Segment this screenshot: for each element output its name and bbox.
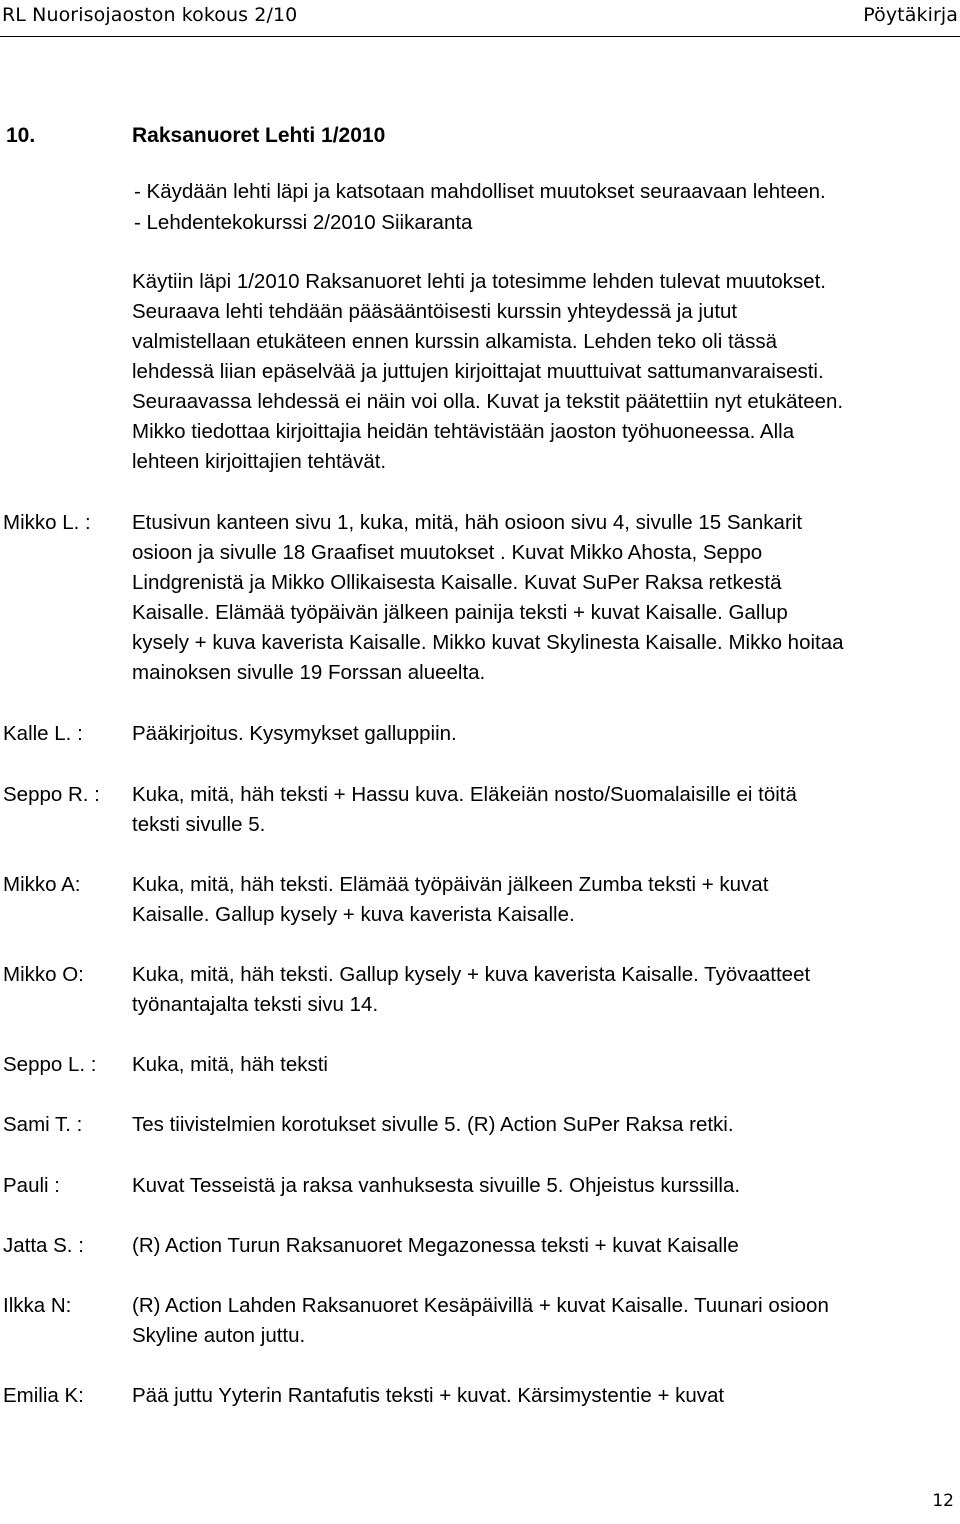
task-line: Kuka, mitä, häh teksti. Gallup kysely + kuva kaverista Kaisalle. Työvaatteet bbox=[132, 963, 811, 986]
task-line: työnantajalta teksti sivu 14. bbox=[132, 993, 379, 1016]
person-task bbox=[132, 1231, 739, 1261]
task-line: Kuka, mitä, häh teksti. Elämää työpäivän jälkeen Zumba teksti + kuvat bbox=[132, 873, 769, 896]
header-document-title: RL Nuorisojaoston kokous 2/10 bbox=[2, 4, 298, 26]
paragraph-line: Seuraavassa lehdessä ei näin voi olla. Kuvat ja tekstit päätettiin nyt etukäteen. bbox=[132, 390, 844, 413]
page-number: 12 bbox=[932, 1491, 954, 1511]
person-name: Seppo L. : bbox=[3, 1053, 97, 1076]
task-line: Kuvat Tesseistä ja raksa vanhuksesta sivuille 5. Ohjeistus kurssilla. bbox=[132, 1174, 741, 1197]
person-task bbox=[132, 960, 810, 1020]
task-line: teksti sivulle 5. bbox=[132, 813, 266, 836]
task-line: mainoksen sivulle 19 Forssan alueelta. bbox=[132, 661, 486, 684]
paragraph-line: valmistellaan etukäteen ennen kurssin alkamista. Lehden teko oli tässä bbox=[132, 330, 777, 353]
task-line: Pää juttu Yyterin Rantafutis teksti + kuvat. Kärsimystentie + kuvat bbox=[132, 1384, 725, 1407]
person-task bbox=[132, 870, 768, 930]
task-line: Kaisalle. Gallup kysely + kuva kaverista Kaisalle. bbox=[132, 903, 575, 926]
agenda-bullet-list bbox=[134, 176, 826, 238]
person-task bbox=[132, 1110, 734, 1140]
paragraph-line: Käytiin läpi 1/2010 Raksanuoret lehti ja totesimme lehden tulevat muutokset. bbox=[132, 270, 826, 293]
bullet-item: - Käydään lehti läpi ja katsotaan mahdolliset muutokset seuraavaan lehteen. bbox=[134, 180, 826, 203]
task-line: kysely + kuva kaverista Kaisalle. Mikko kuvat Skylinesta Kaisalle. Mikko hoitaa bbox=[132, 631, 844, 654]
person-task bbox=[132, 1171, 740, 1201]
section-number: 10. bbox=[6, 124, 36, 147]
person-task bbox=[132, 719, 457, 749]
person-task bbox=[132, 1050, 328, 1080]
person-name: Kalle L. : bbox=[3, 722, 83, 745]
header-divider bbox=[0, 36, 960, 37]
task-line: osioon ja sivulle 18 Graafiset muutokset . Kuvat Mikko Ahosta, Seppo bbox=[132, 541, 763, 564]
intro-paragraph bbox=[132, 267, 843, 477]
header-document-type: Pöytäkirja bbox=[863, 4, 958, 26]
task-line: (R) Action Lahden Raksanuoret Kesäpäivillä + kuvat Kaisalle. Tuunari osioon bbox=[132, 1294, 829, 1317]
person-name: Mikko L. : bbox=[3, 511, 91, 534]
task-line: Skyline auton juttu. bbox=[132, 1324, 306, 1347]
paragraph-line: lehteen kirjoittajien tehtävät. bbox=[132, 450, 387, 473]
task-line: Pääkirjoitus. Kysymykset galluppiin. bbox=[132, 722, 457, 745]
task-line: Kuka, mitä, häh teksti + Hassu kuva. Eläkeiän nosto/Suomalaisille ei töitä bbox=[132, 783, 797, 806]
task-line: Lindgrenistä ja Mikko Ollikaisesta Kaisalle. Kuvat SuPer Raksa retkestä bbox=[132, 571, 782, 594]
person-name: Ilkka N: bbox=[3, 1294, 72, 1317]
bullet-item: - Lehdentekokurssi 2/2010 Siikaranta bbox=[134, 211, 473, 234]
person-name: Mikko O: bbox=[3, 963, 84, 986]
person-name: Mikko A: bbox=[3, 873, 81, 896]
person-task bbox=[132, 1381, 724, 1411]
task-line: Etusivun kanteen sivu 1, kuka, mitä, häh osioon sivu 4, sivulle 15 Sankarit bbox=[132, 511, 803, 534]
person-name: Sami T. : bbox=[3, 1113, 83, 1136]
paragraph-line: Seuraava lehti tehdään pääsääntöisesti kurssin yhteydessä ja jutut bbox=[132, 300, 738, 323]
person-task bbox=[132, 1291, 829, 1351]
person-name: Emilia K: bbox=[3, 1384, 84, 1407]
task-line: Tes tiivistelmien korotukset sivulle 5. (R) Action SuPer Raksa retki. bbox=[132, 1113, 734, 1136]
paragraph-line: Mikko tiedottaa kirjoittajia heidän tehtävistään jaoston työhuoneessa. Alla bbox=[132, 420, 795, 443]
section-title: Raksanuoret Lehti 1/2010 bbox=[132, 124, 386, 147]
task-line: Kuka, mitä, häh teksti bbox=[132, 1053, 328, 1076]
paragraph-line: lehdessä liian epäselvää ja juttujen kirjoittajat muuttuivat sattumanvaraisesti. bbox=[132, 360, 824, 383]
person-task bbox=[132, 780, 797, 840]
page-header bbox=[0, 0, 960, 36]
task-line: Kaisalle. Elämää työpäivän jälkeen painija teksti + kuvat Kaisalle. Gallup bbox=[132, 601, 788, 624]
person-name: Jatta S. : bbox=[3, 1234, 84, 1257]
task-line: (R) Action Turun Raksanuoret Megazonessa teksti + kuvat Kaisalle bbox=[132, 1234, 739, 1257]
person-name: Seppo R. : bbox=[3, 783, 100, 806]
person-name: Pauli : bbox=[3, 1174, 60, 1197]
person-task bbox=[132, 508, 844, 688]
